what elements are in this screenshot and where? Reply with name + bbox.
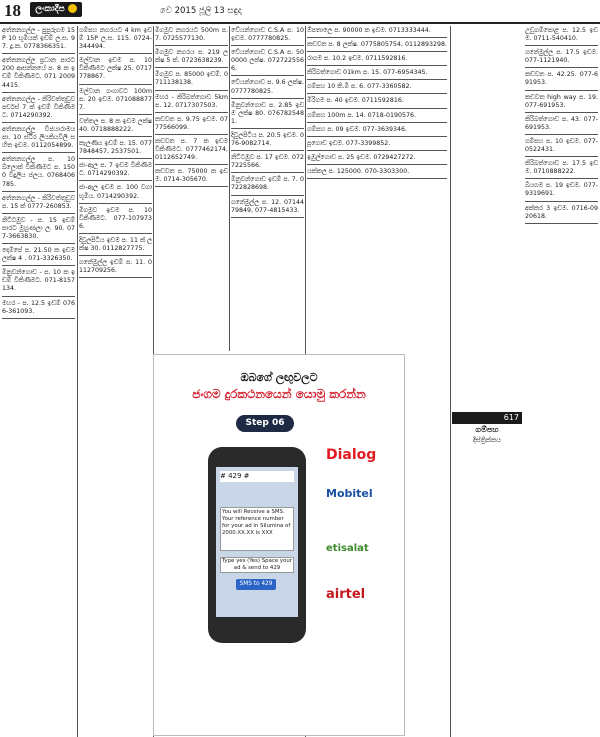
- classified-ad: ඉඹුල්ගොඩ ප. 25 ඉඩම. 0729427272.: [307, 153, 447, 165]
- classified-ad: ගම්පහ 100m ප. 14. 0718-0190576.: [307, 111, 447, 123]
- screen-message: You will Receive a SMS. Your reference number for your ad in Silumina of 2000.XX.XX is XXX: [220, 507, 294, 551]
- classified-ad: මහර - කිරිබත්ගොඩ 5km ප. 12. 0717307503.: [155, 93, 228, 113]
- sms-button: SMS to 429: [236, 579, 276, 590]
- column-divider: [450, 26, 451, 737]
- classified-ad: කඩවත ප. 9.75 ඉඩම. 0777566099.: [155, 115, 228, 135]
- classified-ad: මීගමුව නගරයට 500m ප. 7. 0725577130.: [155, 26, 228, 46]
- classified-ad: අත්තනගල්ල - කිරිවත්තුඩුව ප. 15 ක් 0777-260853.: [2, 194, 75, 214]
- classified-ad: ඕපතාලෙ ප. 90000 ක ඉඩම. 0713333444.: [307, 26, 447, 38]
- classified-ad: මහර - ප. 12.5 ඉඩම් 0766-361093.: [2, 299, 75, 319]
- classified-ad: වේයන්ගොඩ C.S.A ප. 500000 ලක්ෂ. 0727225566.: [231, 48, 304, 76]
- classified-ad: අත්තනගල්ල - පුපුරුගම 15P 10 භූමියක් ඉඩම් ල.ස. 97. දු.ක. 0778366351.: [2, 26, 75, 54]
- classified-ad: රාගම ප. 10.2 ඉඩම. 0711592816.: [307, 54, 447, 66]
- classified-ad: අත්තනගල්ල ප. 10 බ්ලොක් විකිණීමට ප. 1500 විදුලිය ජලය. 0768406785.: [2, 155, 75, 191]
- phone-screen: [216, 467, 298, 617]
- promo-tagline: ඔබගේ ලඟුවලට: [240, 371, 318, 384]
- classified-ad: මිනුවන්ගොඩ ප. 2.85 ඉඩම ලක්ෂ 80. 0767825481.: [231, 101, 304, 129]
- classified-ad: අත්තනගල්ල - කිරිවත්තුඩුව පර්චස් 7 ක් ඉඩම් විකිණීමට. 0714290392.: [2, 95, 75, 123]
- classified-ad: දොම්පේ ප. 21.50 ක ඉඩම ලක්ෂ 4 . 071-3326350.: [2, 246, 75, 266]
- classified-ad: නිට්ටඹුව ප. 17 ඉඩම. 0727225566.: [231, 153, 304, 173]
- issue-date: වෙ 2015 ජූලි 13 සඳුදා: [160, 6, 242, 16]
- classified-ad: ගනේමුල්ල ඉඩම් ප. 11. 0112709256.: [79, 258, 152, 278]
- logo-dot-icon: [68, 4, 77, 13]
- classified-ad: අත්තනගල්ල ප්‍රධාන පාරට 200 ආසන්නයේ ප. 8 ක ඉඩම් විකිණීමට. 071 2009 4415.: [2, 56, 75, 92]
- classified-ad: ගනේමුල්ල ප. 12. 0714479849, 077-4815433.: [231, 198, 304, 218]
- promo-headline: ජංගම දුරකථනයෙන් යොමු කරන්න: [192, 387, 366, 401]
- column-6: [525, 26, 598, 735]
- operator-mobitel: Mobitel: [326, 487, 373, 500]
- step-badge: Step 06: [236, 415, 294, 432]
- column-2: [79, 26, 152, 735]
- classified-ad: පූගොඩ ඉඩම. 077-3399852.: [307, 139, 447, 151]
- classified-ad: වේයන්ගොඩ ප. 9.6 ලක්ෂ. 0777780825.: [231, 78, 304, 98]
- classified-ad: කිරිබත්ගොඩ ප. 17.5 ඉඩම. 0710888222.: [525, 159, 598, 179]
- classified-ad: කඩවත high way ප. 19. 077-691953.: [525, 93, 598, 113]
- classified-ad: අත්තනගල්ල විජයාරාමය පා. 10 ස්ථිර ලියකියවිලි සහිත ඉඩම. 0112054899.: [2, 125, 75, 153]
- classified-ad: ගම්පහ ප. 09 ඉඩම. 077-3639346.: [307, 125, 447, 137]
- classified-ad: ගනේමුල්ල ප. 17.5 ඉඩම. 077-1121940.: [525, 48, 598, 68]
- page-header: [0, 0, 600, 24]
- classified-ad: කඩවත ප. 8 ලක්ෂ. 0775805754, 0112893298.: [307, 40, 447, 52]
- classified-ad: අක්කර 3 ඉඩම. 0716-0920618.: [525, 204, 598, 224]
- column-3: [155, 26, 228, 351]
- classified-ad: ජා-ඇල ඉඩම ප. 100 වගා භූමිය. 0714290392.: [79, 183, 152, 203]
- classified-ad: කිරිබත්ගොඩ ප. 43. 077-691953.: [525, 115, 598, 135]
- classified-ad: කිරිබත්ගොඩ 01km ප. 15. 077-6954345.: [307, 68, 447, 80]
- classified-ad: මීගමුව නගරය ප. 219 ලක්ෂ 5 ක්. 0723638239.: [155, 48, 228, 68]
- classified-ad: ගම්පහ ප. 10 ඉඩම. 077-0522431.: [525, 137, 598, 157]
- classified-ad: ගම්පහ නගරයට 4 km ඉඩම් 15P ල.ස. 115. 0724-344494.: [79, 26, 152, 54]
- classified-ad: වේයන්ගොඩ C.S.A ප. 10 ඉඩම. 0777780825.: [231, 26, 304, 46]
- classified-ad: කඩවත ප. 75000 ක ඉඩම. 0714-305670.: [155, 167, 228, 187]
- phone-illustration: [208, 447, 306, 643]
- section-title-text: ගම්පහ: [475, 425, 499, 434]
- operator-airtel: airtel: [326, 587, 366, 602]
- column-1: [2, 26, 75, 735]
- column-divider: [77, 26, 78, 737]
- classified-ad: මිනුවන්ගොඩ - ප. 10 ක ඉඩම් විකිණීමට. 071-8157134.: [2, 268, 75, 296]
- page-number: 18: [4, 1, 21, 20]
- classified-ad: යක්කල ප. 125000. 070-3303300.: [307, 167, 447, 179]
- classified-ad: නිට්ටඹුව - ප. 15 ඉඩම් පාරට මුහුණලා ල. 90. 077-3663830.: [2, 216, 75, 244]
- classified-ad: මිනුවන්ගොඩ ඉඩම් ප. 7. 0722828698.: [231, 175, 304, 195]
- mobile-ad-promo: [153, 354, 405, 736]
- classified-ad: මල්වාන ඉඩම ප. 10 විකිණීමට ලක්ෂ 25. 0717778867.: [79, 56, 152, 84]
- classified-ad: කැලණිය ඉඩම් ප. 15. 0777848457, 2537501.: [79, 139, 152, 159]
- newspaper-logo: [30, 2, 82, 17]
- classified-ad: උඩුගම්පොළ ප. 12.5 ඉඩම. 0711-540410.: [525, 26, 598, 46]
- operator-etisalat: etisalat: [326, 543, 369, 554]
- section-subtitle: දිස්ත්‍රික්කය: [472, 436, 502, 444]
- section-number-badge: 617: [452, 412, 522, 424]
- classified-ad: වත්තල ප. 8 ක ඉඩම ලක්ෂ 40. 0718888222.: [79, 117, 152, 137]
- column-divider: [229, 26, 230, 351]
- screen-instruction: Type yes (Yes) Space your ad & send to 429: [221, 558, 292, 571]
- classified-ad: දිවුලපිටිය ඉඩම ප. 11 ක් ලක්ෂ 30. 0112827775.: [79, 236, 152, 256]
- classified-ad: ජා-ඇල ප. 7 ඉඩම විකිණීමට. 0714290392.: [79, 161, 152, 181]
- logo-text: ලංකාදීප: [35, 4, 65, 14]
- operator-dialog: Dialog: [326, 447, 377, 463]
- classified-ad: බියගම ප. 19 ඉඩම. 077-9319691.: [525, 181, 598, 201]
- classified-ad: කඩවත ප. 7 ක ඉඩම විකිණීමට. 0777462174, 0112652749.: [155, 137, 228, 165]
- classified-ad: මීරිගම ප. 40 ඉඩම. 0711592816.: [307, 96, 447, 108]
- classified-ad: ගම්පහ 10 කි.මී ප. 6. 077-3360582.: [307, 82, 447, 94]
- dial-number: # 429 #: [220, 471, 294, 482]
- classified-ad: දිවුලපිටිය ප. 20.5 ඉඩම. 076-9082714.: [231, 131, 304, 151]
- classified-ad: කඩවත ප. 42.25. 077-691953.: [525, 70, 598, 90]
- column-4: [231, 26, 304, 351]
- classified-ad: මීගමුව ඉඩම ප. 10 විකිණීමට. 077-1079736.: [79, 206, 152, 234]
- classified-ad: මල්වාන ගංගාවට 100m ප. 20 ඉඩම. 0710888777.: [79, 87, 152, 115]
- classified-ad: මීගමුව ප. 85000 ඉඩම්. 0711138138.: [155, 70, 228, 90]
- section-title: [452, 425, 522, 445]
